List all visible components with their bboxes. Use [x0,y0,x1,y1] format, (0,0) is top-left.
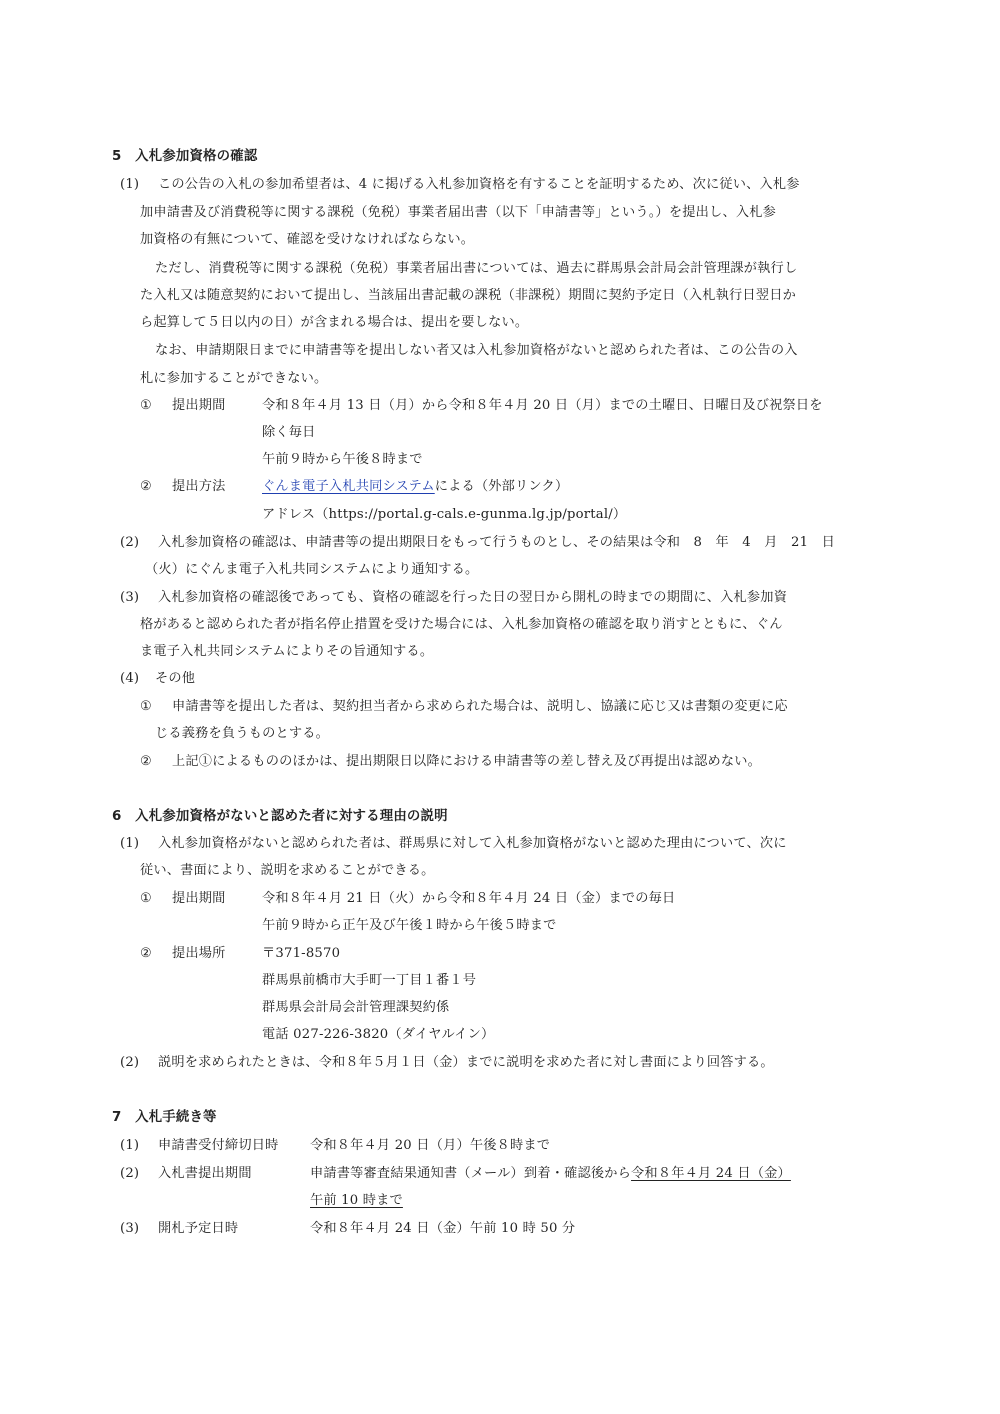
s7-row2-value-cont [310,1191,403,1211]
s6-item2-label: 提出場所 [172,946,226,961]
s7-row2-deadline-date: 令和８年４月 24 日（金） [631,1166,791,1181]
s5-p2-number: (2) [120,535,140,550]
s5-p1-number: (1) [120,177,140,192]
s5-p1-line: た入札又は随意契約において提出し、当該届出書記載の課税（非課税）期間に契約予定日（入札執行日翌日か [140,288,796,303]
gunma-e-bidding-link[interactable]: ぐんま電子入札共同システム [262,479,435,494]
s7-row1-value: 令和８年４月 20 日（月）午後８時まで [310,1138,551,1153]
s5-item1-label: 提出期間 [172,398,226,413]
s5-p2-line: （火）にぐんま電子入札共同システムにより通知する。 [145,562,479,577]
s5-p1-line: 加資格の有無について、確認を受けなければならない。 [140,232,475,247]
s5-p4-item2-line: 上記①によるもののほかは、提出期限日以降における申請書等の差し替え及び再提出は認めない。 [172,754,762,769]
s5-item1-number: ① [140,398,153,413]
s5-p1-line: 加申請書及び消費税等に関する課税（免税）事業者届出書（以下「申請書等」という。）を提出し、入札参 [140,205,776,220]
s5-p1-line: なお、申請期限日までに申請書等を提出しない者又は入札参加資格がないと認められた者は、この公告の入 [155,343,798,358]
s5-p1-line: 札に参加することができない。 [140,371,328,386]
s5-p3-number: (3) [120,590,140,605]
s6-item1-value: 令和８年４月 21 日（火）から令和８年４月 24 日（金）までの毎日 [262,891,676,906]
s7-row3-value: 令和８年４月 24 日（金）午前 10 時 50 分 [310,1221,576,1236]
s6-p1-line: 入札参加資格がないと認められた者は、群馬県に対して入札参加資格がないと認めた理由について、次に [158,836,787,851]
s6-item1-label: 提出期間 [172,891,226,906]
section-6-heading: 6 入札参加資格がないと認めた者に対する理由の説明 [112,809,448,824]
s5-p1-line: この公告の入札の参加希望者は、4 に掲げる入札参加資格を有することを証明するため、次に従い、入札参 [158,177,800,192]
s6-p2-number: (2) [120,1055,140,1070]
s7-row2-deadline-time: 午前 10 時まで [310,1193,403,1208]
section-7-heading: 7 入札手続き等 [112,1110,217,1125]
s5-p3-line: ま電子入札共同システムによりその旨通知する。 [140,644,434,659]
s6-p1-line: 従い、書面により、説明を求めることができる。 [140,863,435,878]
s5-item1-value: 午前９時から午後８時まで [262,452,423,467]
s5-item2-number: ② [140,479,153,494]
phone-number: 電話 027-226-3820（ダイヤルイン） [262,1027,495,1042]
s7-row2-value [310,1164,791,1184]
s7-row1-number: (1) [120,1138,140,1153]
address-line: 群馬県前橋市大手町一丁目１番１号 [262,973,477,988]
s5-item2-address: アドレス（https://portal.g-cals.e-gunma.lg.jp/portal/） [262,507,627,522]
s5-p4-item1-line: 申請書等を提出した者は、契約担当者から求められた場合は、説明し、協議に応じ又は書類の変更に応 [172,699,788,714]
s7-row2-label: 入札書提出期間 [158,1166,252,1181]
s6-item1-value: 午前９時から正午及び午後１時から午後５時まで [262,918,557,933]
s5-item2-label: 提出方法 [172,479,226,494]
s5-p1-line: ら起算して５日以内の日）が含まれる場合は、提出を要しない。 [140,315,529,330]
s5-p4-item1-line: じる義務を負うものとする。 [155,726,330,741]
s7-row2-number: (2) [120,1166,140,1181]
s5-item1-value: 令和８年４月 13 日（月）から令和８年４月 20 日（月）までの土曜日、日曜日及び祝祭日を [262,398,823,413]
s7-row1-label: 申請書受付締切日時 [158,1138,279,1153]
s5-p4-title: その他 [155,671,196,686]
s6-item1-number: ① [140,891,153,906]
s7-row3-number: (3) [120,1221,140,1236]
s6-item2-number: ② [140,946,153,961]
s6-p2-line: 説明を求められたときは、令和８年５月１日（金）までに説明を求めた者に対し書面により回答する。 [158,1055,774,1070]
s5-p4-item2-number: ② [140,754,153,769]
section-5-heading: 5 入札参加資格の確認 [112,149,258,164]
s5-item1-value: 除く毎日 [262,425,316,440]
s5-p1-line: ただし、消費税等に関する課税（免税）事業者届出書については、過去に群馬県会計局会計管理課が執行し [155,261,798,276]
s7-row2-value-lead: 申請書等審査結果通知書（メール）到着・確認後から [310,1166,632,1181]
s7-row3-label: 開札予定日時 [158,1221,239,1236]
s5-p3-line: 入札参加資格の確認後であっても、資格の確認を行った日の翌日から開札の時までの期間に、入札参加資 [158,590,788,605]
external-link-note: による（外部リンク） [434,479,569,494]
s5-p2-line: 入札参加資格の確認は、申請書等の提出期限日をもって行うものとし、その結果は令和 8 年 4 月 21 日 [158,535,835,550]
s5-p4-number: (4) [120,671,140,686]
department-name: 群馬県会計局会計管理課契約係 [262,1000,450,1015]
s5-p4-item1-number: ① [140,699,153,714]
s5-p3-line: 格があると認められた者が指名停止措置を受けた場合には、入札参加資格の確認を取り消すとともに、ぐん [140,617,783,632]
postal-code: 〒371-8570 [262,946,341,961]
s5-item2-value [262,477,568,497]
s6-p1-number: (1) [120,836,140,851]
